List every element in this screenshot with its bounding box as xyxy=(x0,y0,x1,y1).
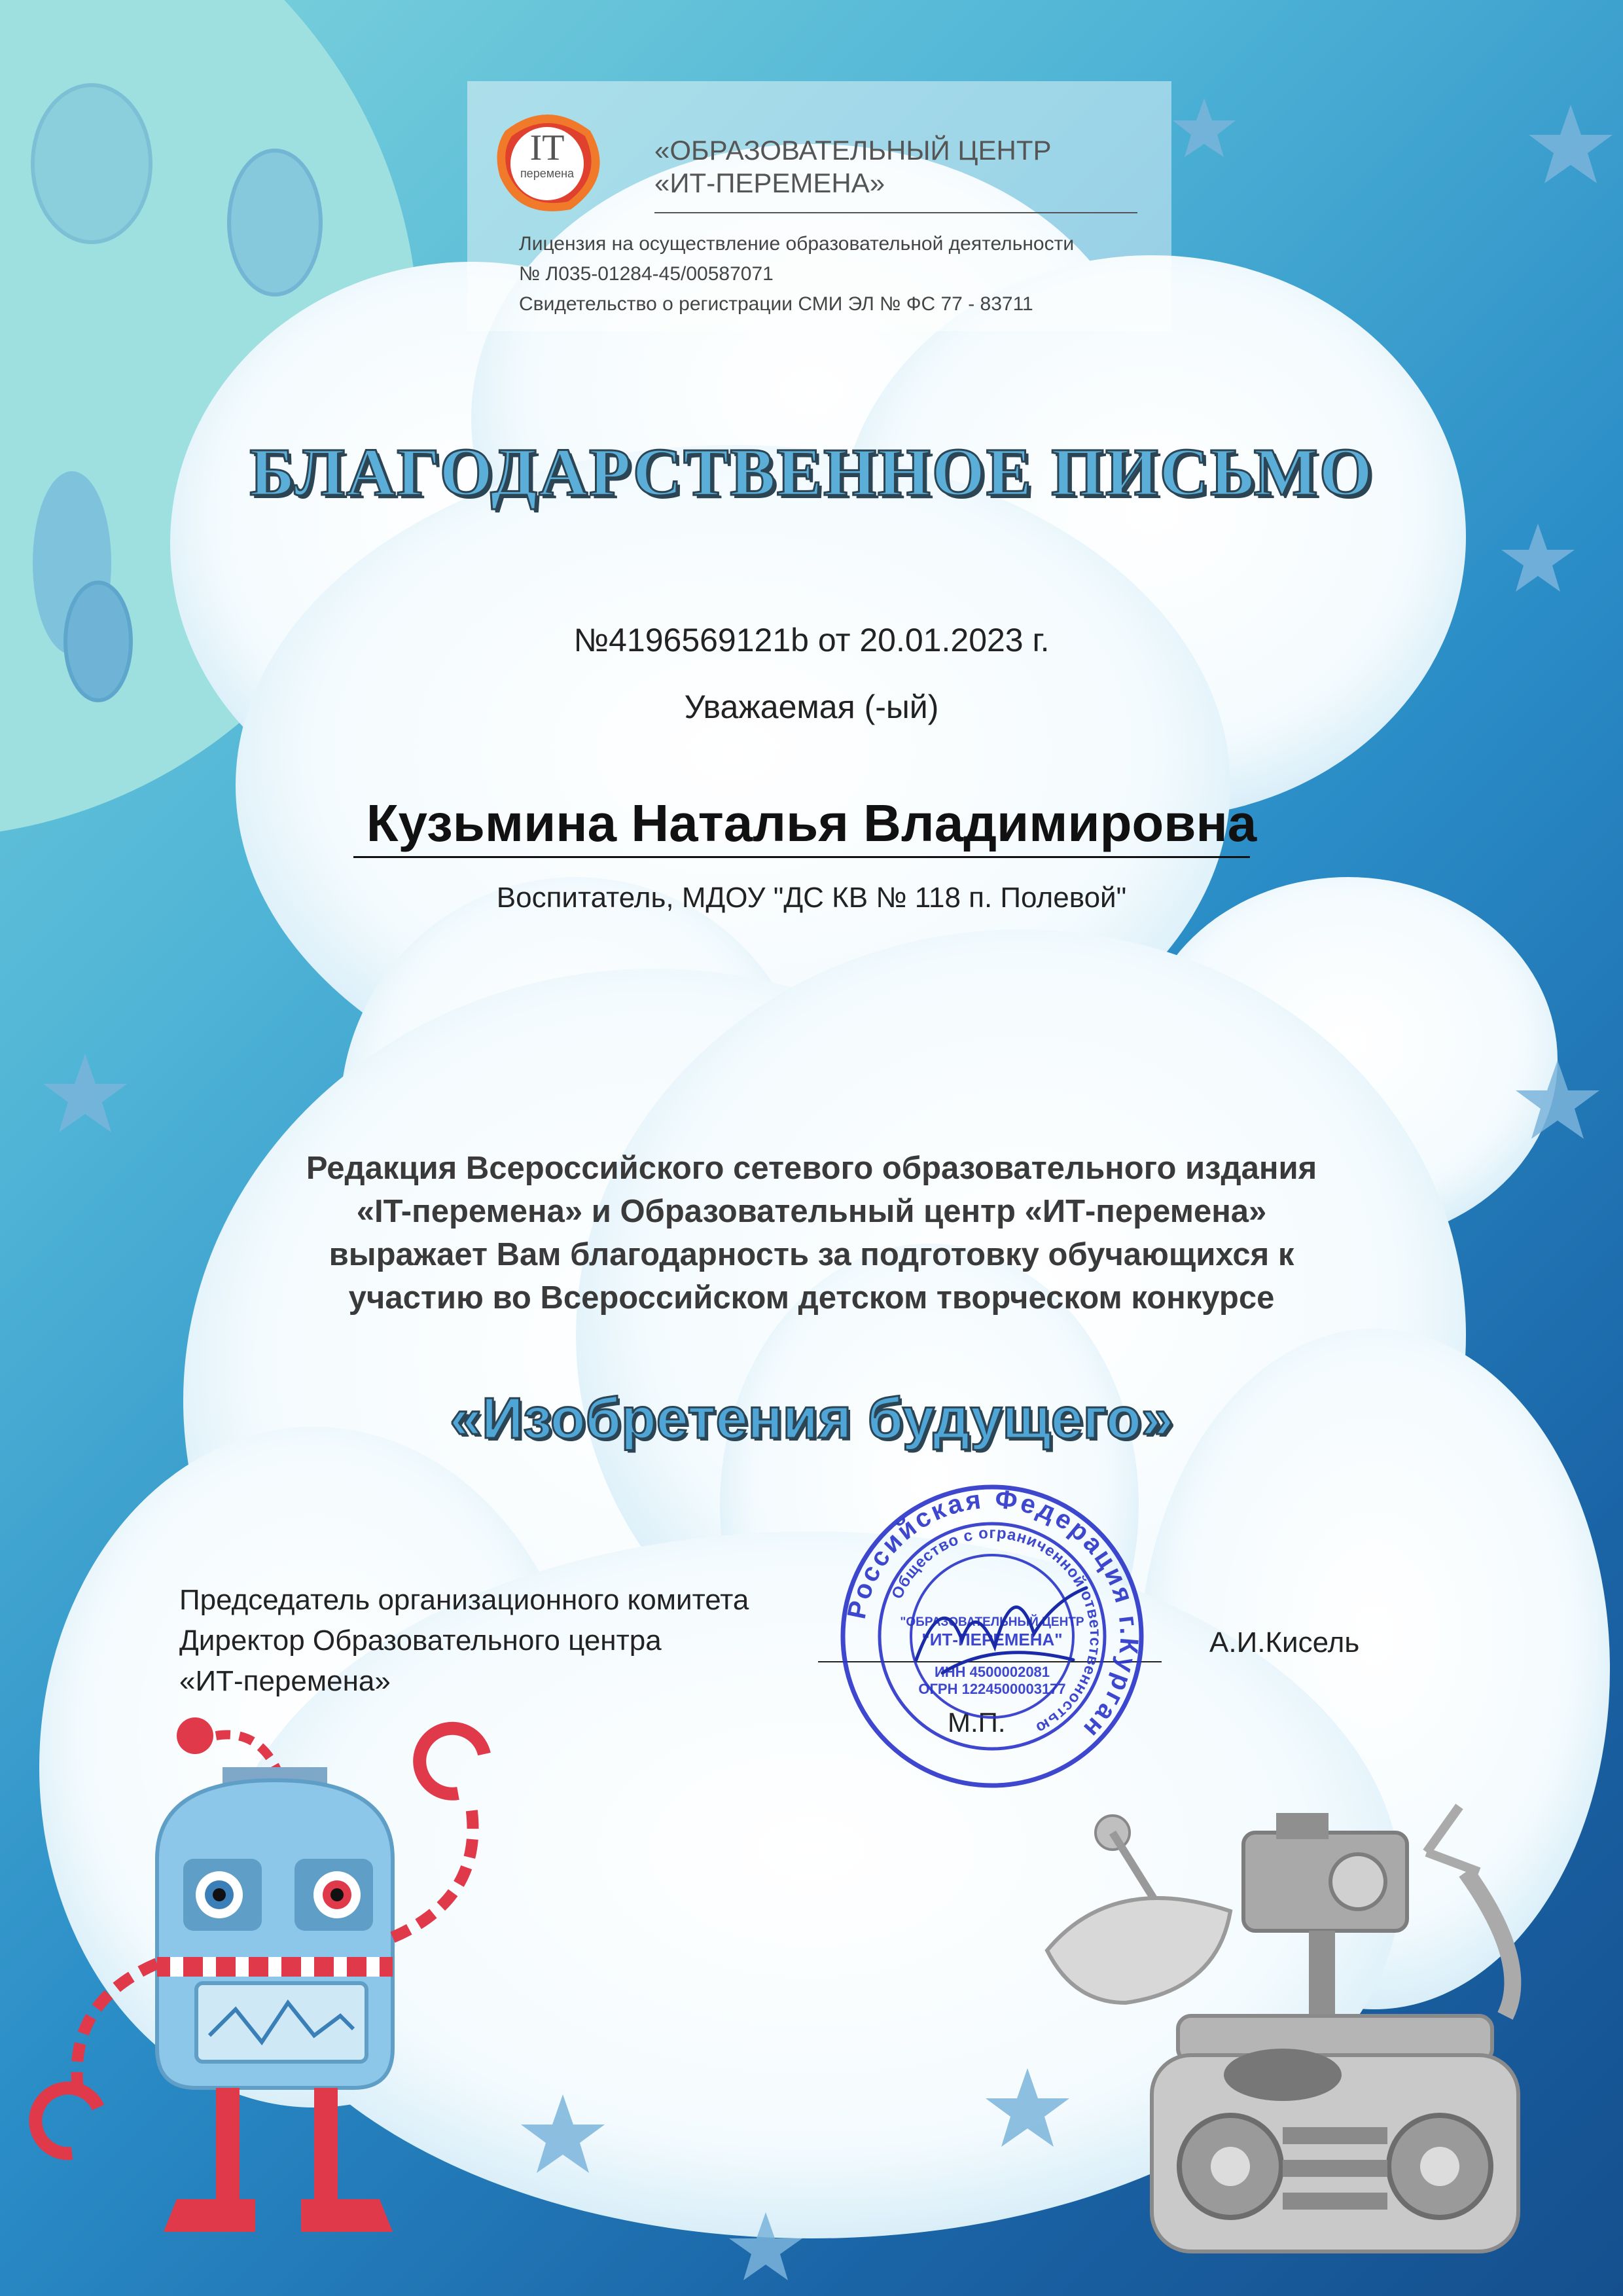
stamp-outer-text: Российская Федерация г.Курган xyxy=(842,1484,1144,1746)
document-title: БЛАГОДАРСТВЕННОЕ ПИСЬМО xyxy=(249,435,1374,510)
stamp-ogrn: ОГРН 1224500003177 xyxy=(918,1681,1066,1697)
body-line-4: участию во Всероссийском детском творческом конкурсе xyxy=(348,1280,1275,1316)
org-line-1: «ОБРАЗОВАТЕЛЬНЫЙ ЦЕНТР xyxy=(654,135,1052,166)
stamp-center-line-2: "ИТ-ПЕРЕМЕНА" xyxy=(921,1630,1063,1649)
signer-name: А.И.Кисель xyxy=(1209,1626,1360,1659)
stamp-inn: ИНН 4500002081 xyxy=(934,1664,1050,1680)
org-divider xyxy=(654,212,1137,213)
recipient-position: Воспитатель, МДОУ "ДС КВ № 118 п. Полевой" xyxy=(496,882,1127,914)
logo-it: IT xyxy=(529,128,565,168)
greeting: Уважаемая (-ый) xyxy=(684,689,939,725)
body-line-2: «IT-перемена» и Образовательный центр «ИТ-перемена» xyxy=(356,1194,1267,1229)
body-line-1: Редакция Всероссийского сетевого образовательного издания xyxy=(306,1151,1317,1186)
handwritten-signature xyxy=(903,1562,1099,1693)
chair-title xyxy=(179,1580,749,1702)
letter-number: №4196569121b от 20.01.2023 г. xyxy=(573,622,1050,658)
chair-line-1: Председатель организационного комитета xyxy=(179,1584,749,1616)
name-underline xyxy=(353,856,1250,858)
license-line-2: № Л035-01284-45/00587071 xyxy=(519,263,774,285)
stamp-center-line-1: "ОБРАЗОВАТЕЛЬНЫЙ ЦЕНТР xyxy=(900,1615,1084,1629)
letter-body xyxy=(249,1147,1374,1319)
chair-line-3: «ИТ-перемена» xyxy=(179,1665,391,1697)
organization-name xyxy=(654,134,1052,200)
org-line-2: «ИТ-ПЕРЕМЕНА» xyxy=(654,168,885,198)
license-line-3: Свидетельство о регистрации СМИ ЭЛ № ФС 77 - 83711 xyxy=(519,293,1033,315)
logo-text xyxy=(492,130,602,181)
logo-sub: перемена xyxy=(520,167,575,180)
chair-line-2: Директор Образовательного центра xyxy=(179,1624,662,1657)
recipient-name: Кузьмина Наталья Владимировна xyxy=(366,794,1257,852)
contest-name: «Изобретения будущего» xyxy=(450,1386,1173,1450)
stamp-inner-text: Общество с ограниченной ответственностью xyxy=(888,1524,1105,1738)
stamp-place-label: М.П. xyxy=(948,1707,1006,1738)
body-line-3: выражает Вам благодарность за подготовку обучающихся к xyxy=(329,1237,1294,1272)
license-line-1: Лицензия на осуществление образовательной деятельности xyxy=(519,233,1075,255)
license-info xyxy=(519,229,1074,319)
